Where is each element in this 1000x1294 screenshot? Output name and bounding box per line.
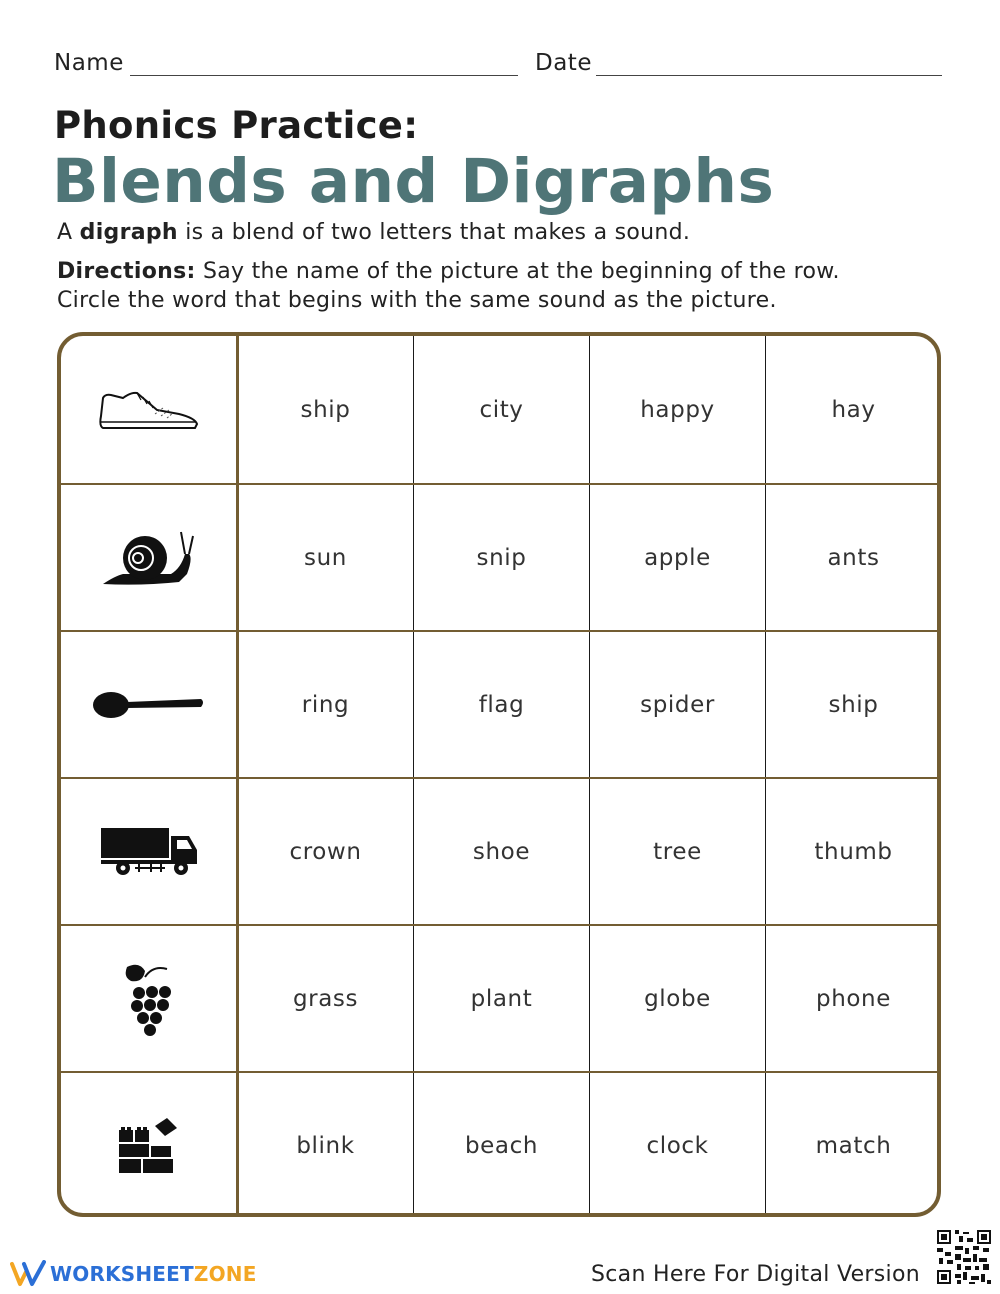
brand-name: [50, 1262, 257, 1286]
grid-row-truck: [61, 777, 937, 924]
directions-line-1: [57, 257, 840, 286]
name-field[interactable]: [130, 75, 518, 76]
word-cell[interactable]: beach: [413, 1073, 589, 1217]
picture-column-divider: [236, 336, 239, 1213]
word-cell[interactable]: grass: [237, 926, 413, 1071]
scan-text: Scan Here For Digital Version: [591, 1262, 920, 1287]
grid-row-grapes: [61, 924, 937, 1071]
word-cell[interactable]: ship: [237, 336, 413, 483]
qr-code-icon[interactable]: [935, 1228, 993, 1286]
intro-prefix: A: [57, 220, 80, 245]
directions: [57, 257, 840, 315]
intro-term: digraph: [79, 220, 178, 245]
picture-cell: [61, 632, 237, 777]
word-cell[interactable]: clock: [589, 1073, 765, 1217]
word-cell[interactable]: globe: [589, 926, 765, 1071]
word-cell[interactable]: crown: [237, 779, 413, 924]
brand-name-part-2: ZONE: [193, 1262, 257, 1286]
word-grid: [57, 332, 941, 1217]
date-label: Date: [535, 50, 592, 76]
date-field[interactable]: [596, 75, 942, 76]
grid-row-spoon: [61, 630, 937, 777]
word-cell[interactable]: sun: [237, 485, 413, 630]
word-cell[interactable]: flag: [413, 632, 589, 777]
picture-cell: [61, 1073, 237, 1217]
name-label: Name: [54, 50, 124, 76]
word-cell[interactable]: tree: [589, 779, 765, 924]
word-cell[interactable]: ring: [237, 632, 413, 777]
spoon-icon: [91, 688, 207, 722]
word-cell[interactable]: shoe: [413, 779, 589, 924]
directions-label: Directions:: [57, 259, 196, 284]
page-title: Blends and Digraphs: [52, 146, 775, 217]
name-date-row: [54, 50, 942, 80]
picture-cell: [61, 485, 237, 630]
picture-cell: [61, 336, 237, 483]
truck-icon: [99, 826, 199, 878]
word-cell[interactable]: hay: [765, 336, 941, 483]
word-cell[interactable]: blink: [237, 1073, 413, 1217]
blocks-icon: [117, 1116, 181, 1176]
word-cell[interactable]: thumb: [765, 779, 941, 924]
page-subtitle: Phonics Practice:: [54, 104, 419, 147]
word-cell[interactable]: snip: [413, 485, 589, 630]
grid-row-snail: [61, 483, 937, 630]
intro-suffix: is a blend of two letters that makes a sound.: [177, 220, 691, 245]
snail-icon: [101, 528, 197, 588]
word-cell[interactable]: happy: [589, 336, 765, 483]
word-cell[interactable]: spider: [589, 632, 765, 777]
picture-cell: [61, 926, 237, 1071]
directions-line-2: Circle the word that begins with the same sound as the picture.: [57, 288, 777, 313]
brand-logo[interactable]: [10, 1259, 257, 1289]
picture-cell: [61, 779, 237, 924]
brand-name-part-1: WORKSHEET: [50, 1262, 194, 1286]
grapes-icon: [123, 961, 175, 1037]
directions-text-1: Say the name of the picture at the beginning of the row.: [195, 259, 840, 284]
word-cell[interactable]: match: [765, 1073, 941, 1217]
word-cell[interactable]: plant: [413, 926, 589, 1071]
word-cell[interactable]: city: [413, 336, 589, 483]
grid-row-shoe: [61, 336, 937, 483]
grid-row-blocks: [61, 1071, 937, 1217]
word-cell[interactable]: ship: [765, 632, 941, 777]
word-cell[interactable]: ants: [765, 485, 941, 630]
shoe-icon: [97, 388, 201, 432]
worksheetzone-logo-icon: [10, 1260, 46, 1288]
word-cell[interactable]: phone: [765, 926, 941, 1071]
intro-text: [57, 220, 690, 245]
word-cell[interactable]: apple: [589, 485, 765, 630]
